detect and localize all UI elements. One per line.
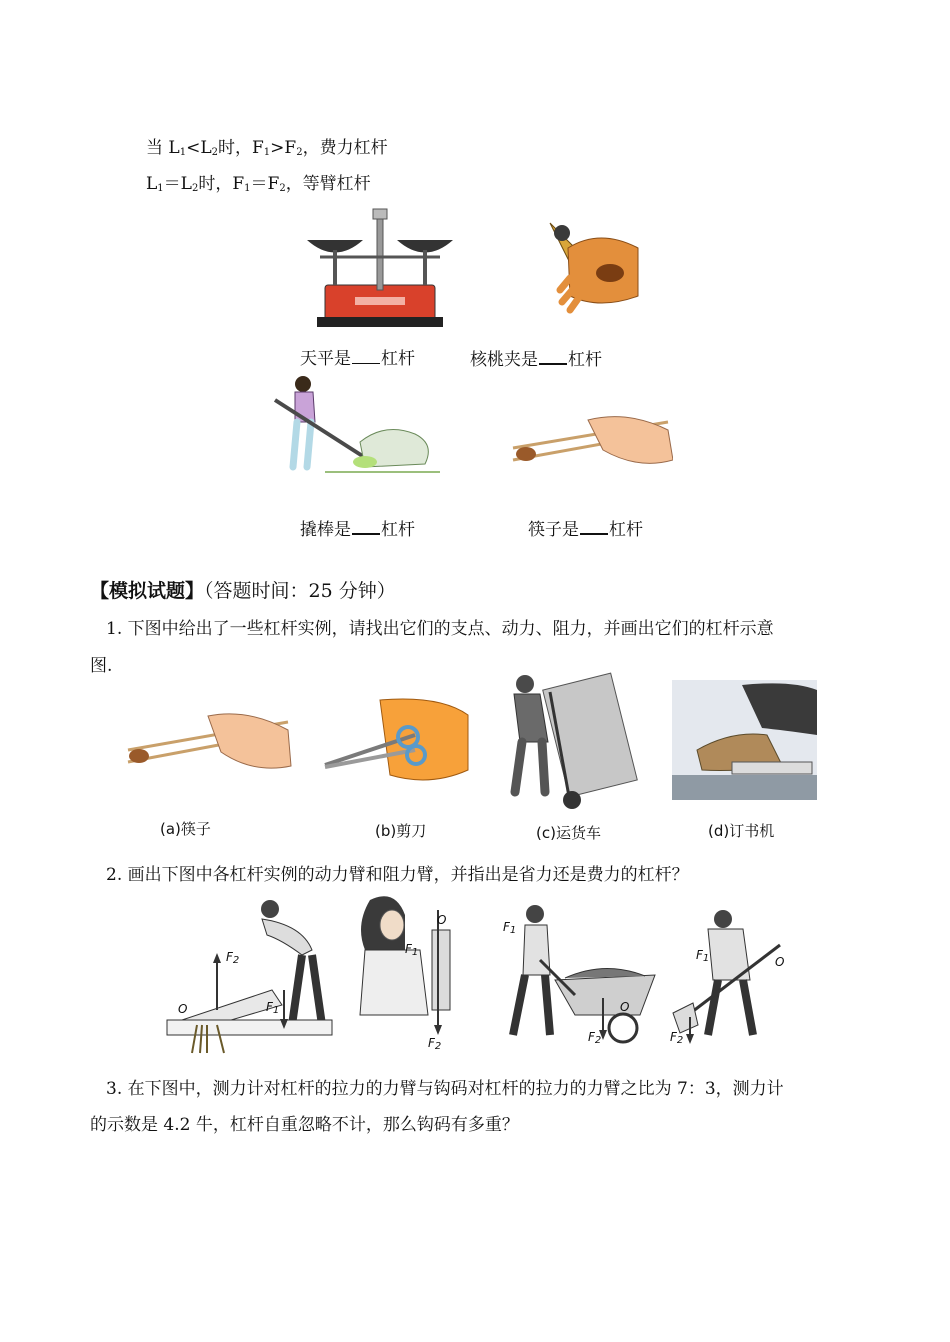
q1-label-b: (b)剪刀 [375,822,427,840]
chopsticks-image [508,410,673,472]
answer-blank[interactable] [539,348,567,365]
question-3-line-1: 3. 在下图中，测力计对杠杆的拉力的力臂与钩码对杠杆的拉力的力臂之比为 7：3，测力计 [106,1079,784,1099]
q2-fig2-f2-label: $F_2$ [428,1036,442,1052]
q2-fig3-f2-label: $F_2$ [588,1030,602,1046]
question-1-line-2: 图. [90,656,113,676]
rule-line-1: 当 $L_1<L_2$时，$F_1>F_2$，费力杠杆 [146,138,388,158]
q1-stapler-image [672,680,817,800]
q2-fig4-o-label: O [775,955,785,969]
q1-label-d: (d)订书机 [708,822,775,840]
question-3-line-2: 的示数是 4.2 牛，杠杆自重忽略不计，那么钩码有多重？ [90,1115,519,1135]
q2-fig1-f1-label: $F_1$ [266,1000,280,1016]
q1-chopsticks-image [123,708,293,778]
q2-fig2-o-label: O [437,913,447,927]
q2-shovel-image [668,905,783,1045]
q2-wheelbarrow-image [495,900,665,1045]
crowbar-caption: 撬棒是 杠杆 [300,520,415,540]
q2-fig2-f1-label: $F_1$ [405,942,419,958]
question-1-line-1: 1. 下图中给出了一些杠杆实例，请找出它们的支点、动力、阻力，并画出它们的杠杆示意 [106,619,774,639]
answer-blank[interactable] [580,518,608,535]
nutcracker-image [540,218,645,316]
q2-fig4-f2-label: $F_2$ [670,1030,684,1046]
q2-fig1-o-label: O [178,1002,188,1016]
q1-handtruck-image [500,672,645,812]
q1-label-c: (c)运货车 [536,824,601,842]
rule-line-2: $L_1=L_2$时，$F_1=F_2$，等臂杠杆 [146,174,371,194]
answer-blank[interactable] [352,348,380,364]
balance-caption: 天平是 杠杆 [300,349,415,369]
q2-fig4-f1-label: $F_1$ [696,948,710,964]
answer-blank[interactable] [352,518,380,535]
question-2: 2. 画出下图中各杠杆实例的动力臂和阻力臂，并指出是省力还是费力的杠杆？ [106,865,689,885]
q2-broom-pedal-image [162,895,342,1055]
q2-fig3-o-label: O [620,1000,630,1014]
nutcracker-caption: 核桃夹是 杠杆 [470,350,602,370]
q1-scissors-image [320,695,470,790]
section-title: 【模拟试题】（答题时间：25 分钟） [90,580,396,602]
crowbar-image [265,372,440,482]
q2-fig3-f1-label: $F_1$ [503,920,517,936]
q2-girl-pump-image [350,890,475,1050]
q1-label-a: (a)筷子 [160,820,211,838]
q2-fig1-f2-label: $F_2$ [226,950,240,966]
balance-image [305,205,455,330]
chopsticks-caption: 筷子是 杠杆 [528,520,643,540]
